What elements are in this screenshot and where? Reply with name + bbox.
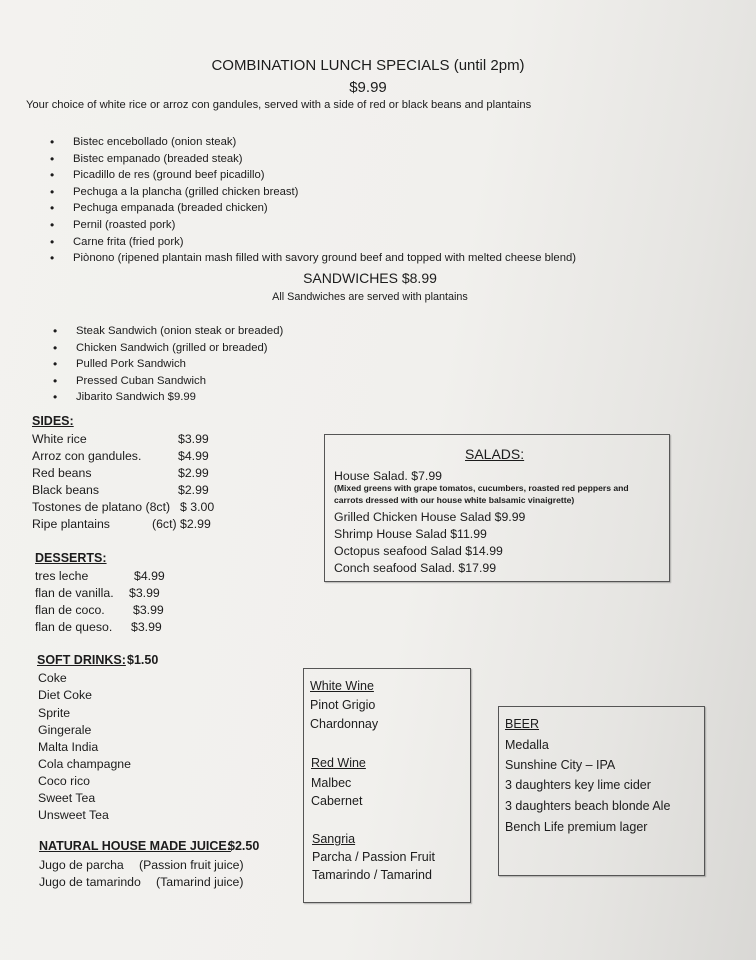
- combo-intro: Your choice of white rice or arroz con gandules, served with a side of red or black beans and plantains: [26, 99, 532, 111]
- white-wine-title: White Wine: [310, 679, 374, 693]
- side-price: (6ct) $2.99: [152, 517, 211, 531]
- list-item: Unsweet Tea: [38, 808, 109, 822]
- list-item: Malta India: [38, 740, 99, 754]
- list-item: • Picadillo de res (ground beef picadillo): [73, 167, 576, 184]
- list-item: Coke: [38, 671, 67, 685]
- list-item: Medalla: [505, 738, 549, 752]
- sandwich-list: [76, 323, 283, 406]
- list-item: Conch seafood Salad. $17.99: [334, 561, 497, 575]
- list-item: Coco rico: [38, 774, 90, 788]
- house-salad-desc-1: (Mixed greens with grape tomatos, cucumbers, roasted red peppers and: [334, 483, 629, 493]
- dessert-name: tres leche: [35, 569, 89, 583]
- side-name: Tostones de platano (8ct): [32, 500, 171, 514]
- beer-title: BEER: [505, 717, 540, 731]
- sandwiches-note: All Sandwiches are served with plantains: [272, 291, 468, 303]
- house-salad-desc-2: carrots dressed with our house white balsamic vinaigrette): [334, 495, 575, 505]
- wine-box: [303, 668, 471, 903]
- page-title: COMBINATION LUNCH SPECIALS (until 2pm): [211, 57, 525, 74]
- house-salad: House Salad. $7.99: [334, 469, 443, 483]
- list-item: Grilled Chicken House Salad $9.99: [334, 510, 526, 524]
- list-item: Sprite: [38, 706, 71, 720]
- list-item: Tamarindo / Tamarind: [312, 868, 432, 882]
- juice-desc: (Tamarind juice): [156, 875, 244, 889]
- sandwiches-title: SANDWICHES $8.99: [303, 270, 437, 286]
- juice-title: NATURAL HOUSE MADE JUICE:: [39, 839, 231, 853]
- list-item: Parcha / Passion Fruit: [312, 850, 435, 864]
- dessert-name: flan de vanilla.: [35, 586, 114, 600]
- dessert-price: $3.99: [129, 586, 160, 600]
- juice-price: $2.50: [228, 839, 260, 853]
- salads-box: [324, 434, 670, 582]
- desserts-title: DESSERTS:: [35, 551, 107, 565]
- red-wine-title: Red Wine: [311, 756, 366, 770]
- list-item: • Chicken Sandwich (grilled or breaded): [76, 340, 283, 357]
- list-item: Sweet Tea: [38, 791, 96, 805]
- list-item: Sunshine City – IPA: [505, 758, 616, 772]
- side-name: Ripe plantains: [32, 517, 110, 531]
- dessert-name: flan de coco.: [35, 603, 105, 617]
- side-price: $2.99: [178, 466, 209, 480]
- list-item: • Bistec encebollado (onion steak): [73, 134, 576, 151]
- list-item: Diet Coke: [38, 688, 92, 702]
- beer-box: [498, 706, 705, 876]
- list-item: • Pressed Cuban Sandwich: [76, 373, 283, 390]
- side-price: $2.99: [178, 483, 209, 497]
- side-price: $3.99: [178, 432, 209, 446]
- list-item: Malbec: [311, 776, 352, 790]
- side-name: Red beans: [32, 466, 92, 480]
- list-item: Shrimp House Salad $11.99: [334, 527, 487, 541]
- juice-desc: (Passion fruit juice): [139, 858, 244, 872]
- dessert-price: $3.99: [131, 620, 162, 634]
- list-item: • Piònono (ripened plantain mash filled with savory ground beef and topped with melted cheese blend): [73, 250, 576, 267]
- dessert-price: $3.99: [133, 603, 164, 617]
- side-name: White rice: [32, 432, 87, 446]
- list-item: 3 daughters beach blonde Ale: [505, 799, 671, 813]
- list-item: Octopus seafood Salad $14.99: [334, 544, 503, 558]
- dessert-price: $4.99: [134, 569, 165, 583]
- combo-price: $9.99: [349, 79, 387, 96]
- juice-name: Jugo de parcha: [39, 858, 124, 872]
- side-name: Arroz con gandules.: [32, 449, 142, 463]
- list-item: • Pechuga a la plancha (grilled chicken breast): [73, 184, 576, 201]
- list-item: • Carne frita (fried pork): [73, 234, 576, 251]
- list-item: • Steak Sandwich (onion steak or breaded): [76, 323, 283, 340]
- side-name: Black beans: [32, 483, 99, 497]
- list-item: Pinot Grigio: [310, 698, 376, 712]
- list-item: Bench Life premium lager: [505, 820, 648, 834]
- sides-title: SIDES:: [32, 414, 74, 428]
- side-price: $ 3.00: [180, 500, 215, 514]
- soft-drinks-title: SOFT DRINKS:: [37, 653, 126, 667]
- list-item: • Pechuga empanada (breaded chicken): [73, 200, 576, 217]
- salads-title: SALADS:: [465, 446, 525, 462]
- list-item: Gingerale: [38, 723, 92, 737]
- list-item: Chardonnay: [310, 717, 379, 731]
- list-item: • Bistec empanado (breaded steak): [73, 151, 576, 168]
- combo-list: [73, 134, 576, 267]
- list-item: • Jibarito Sandwich $9.99: [76, 389, 283, 406]
- list-item: • Pernil (roasted pork): [73, 217, 576, 234]
- juice-name: Jugo de tamarindo: [39, 875, 141, 889]
- list-item: • Pulled Pork Sandwich: [76, 356, 283, 373]
- list-item: 3 daughters key lime cider: [505, 778, 651, 792]
- sangria-title: Sangria: [312, 832, 356, 846]
- list-item: Cabernet: [311, 794, 363, 808]
- list-item: Cola champagne: [38, 757, 131, 771]
- dessert-name: flan de queso.: [35, 620, 113, 634]
- side-price: $4.99: [178, 449, 209, 463]
- soft-drinks-price: $1.50: [127, 653, 159, 667]
